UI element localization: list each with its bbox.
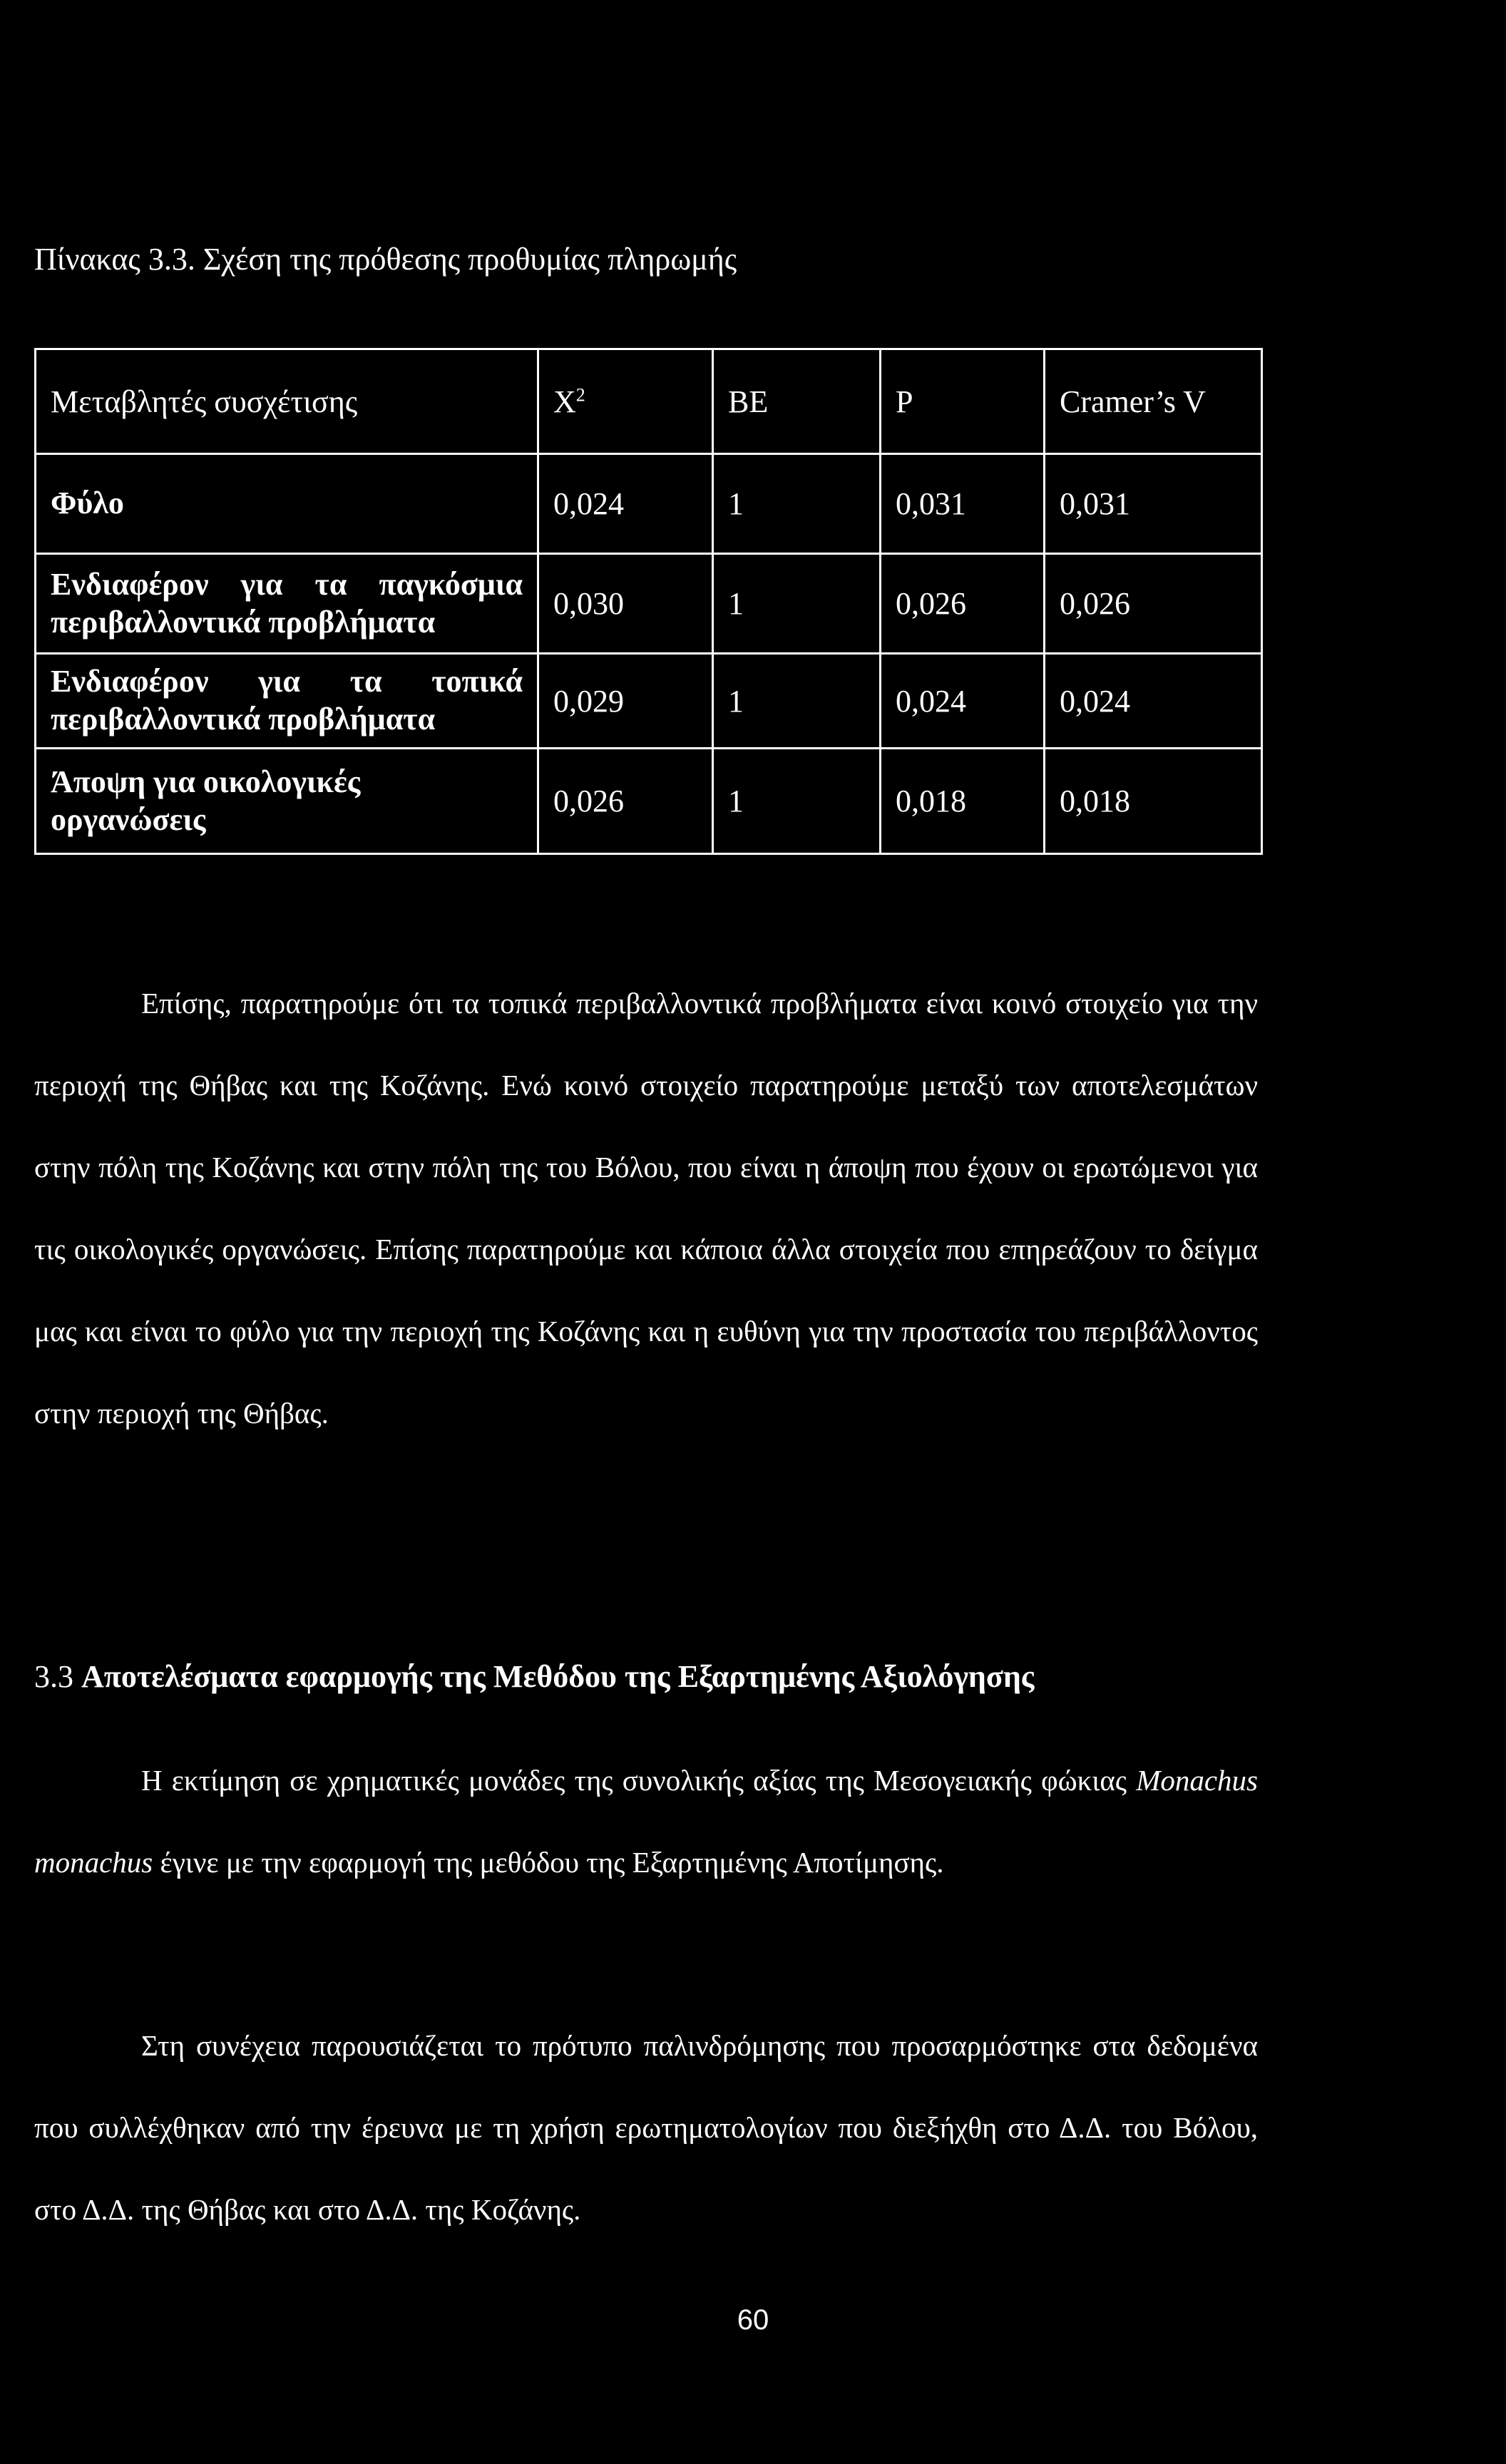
header-chi-sup: 2 bbox=[575, 384, 585, 405]
table-row bbox=[36, 454, 1262, 554]
header-chi-square bbox=[538, 349, 713, 454]
cell-cramer: 0,024 bbox=[1045, 654, 1262, 749]
section-title: Αποτελέσματα εφαρμογής της Μεθόδου της Εξαρτημένης Αξιολόγησης bbox=[81, 1659, 1035, 1694]
paragraph-regression: Στη συνέχεια παρουσιάζεται το πρότυπο παλινδρόμησης που προσαρμόστηκε στα δεδομένα που συλλέχθηκαν από την έρευνα με τη χρήση ερωτηματολογίων που διεξήχθη στο Δ.Δ. του Βόλου, στο Δ.Δ. της Θήβας και στο Δ.Δ. της Κοζάνης. bbox=[34, 2029, 1258, 2226]
header-df: ΒΕ bbox=[713, 349, 881, 454]
cell-cramer: 0,031 bbox=[1045, 454, 1262, 554]
cell-p: 0,026 bbox=[881, 554, 1045, 654]
table-caption: Πίνακας 3.3. Σχέση της πρόθεσης προθυμίας πληρωμής bbox=[34, 242, 737, 277]
correlation-table bbox=[34, 348, 1263, 855]
paragraph-valuation-end: έγινε με την εφαρμογή της μεθόδου της Εξαρτημένης Αποτίμησης. bbox=[153, 1846, 944, 1879]
header-cramer: Cramer’s V bbox=[1045, 349, 1262, 454]
cell-chi2: 0,030 bbox=[538, 554, 713, 654]
section-heading bbox=[34, 1658, 1034, 1695]
cell-cramer: 0,018 bbox=[1045, 749, 1262, 854]
row-label: Ενδιαφέρον για τα παγκόσμια περιβαλλοντικά προβλήματα bbox=[36, 554, 538, 654]
cell-chi2: 0,026 bbox=[538, 749, 713, 854]
paragraph-observations: Επίσης, παρατηρούμε ότι τα τοπικά περιβαλλοντικά προβλήματα είναι κοινό στοιχείο για την περιοχή της Θήβας και της Κοζάνης. Ενώ κοινό στοιχείο παρατηρούμε μεταξύ των αποτελεσμάτων στην πόλη της Κοζάνης και στην πόλη της του Βόλου, που είναι η άποψη που έχουν οι ερωτώμενοι για τις οικολογικές οργανώσεις. Επίσης παρατηρούμε και κάποια άλλα στοιχεία που επηρεάζουν το δείγμα μας και είναι το φύλο για την περιοχή της Κοζάνης και η ευθύνη για την προστασία του περιβάλλοντος στην περιοχή της Θήβας. bbox=[34, 987, 1258, 1429]
species-name: Monachus monachus bbox=[34, 1764, 1258, 1879]
paragraph-valuation-start: Η εκτίμηση σε χρηματικές μονάδες της συνολικής αξίας της Μεσογειακής φώκιας bbox=[141, 1764, 1137, 1797]
cell-df: 1 bbox=[713, 749, 881, 854]
cell-p: 0,031 bbox=[881, 454, 1045, 554]
cell-df: 1 bbox=[713, 654, 881, 749]
header-variables-label: Μεταβλητές συσχέτισης bbox=[51, 384, 358, 419]
cell-df: 1 bbox=[713, 554, 881, 654]
row-label: Ενδιαφέρον για τα τοπικά περιβαλλοντικά προβλήματα bbox=[36, 654, 538, 749]
table-row bbox=[36, 654, 1262, 749]
row-label: Φύλο bbox=[36, 454, 538, 554]
header-variables bbox=[36, 349, 538, 454]
page-number: 60 bbox=[737, 2304, 769, 2336]
cell-df: 1 bbox=[713, 454, 881, 554]
table-row bbox=[36, 749, 1262, 854]
header-chi-base: Χ bbox=[553, 384, 576, 419]
cell-chi2: 0,029 bbox=[538, 654, 713, 749]
row-label: Άποψη για οικολογικές οργανώσεις bbox=[36, 749, 538, 854]
cell-cramer: 0,026 bbox=[1045, 554, 1262, 654]
paragraph-valuation bbox=[34, 1740, 1258, 1904]
cell-chi2: 0,024 bbox=[538, 454, 713, 554]
table-row bbox=[36, 554, 1262, 654]
cell-p: 0,024 bbox=[881, 654, 1045, 749]
table-header-row bbox=[36, 349, 1262, 454]
cell-p: 0,018 bbox=[881, 749, 1045, 854]
header-p: Ρ bbox=[881, 349, 1045, 454]
section-number: 3.3 bbox=[34, 1659, 73, 1694]
